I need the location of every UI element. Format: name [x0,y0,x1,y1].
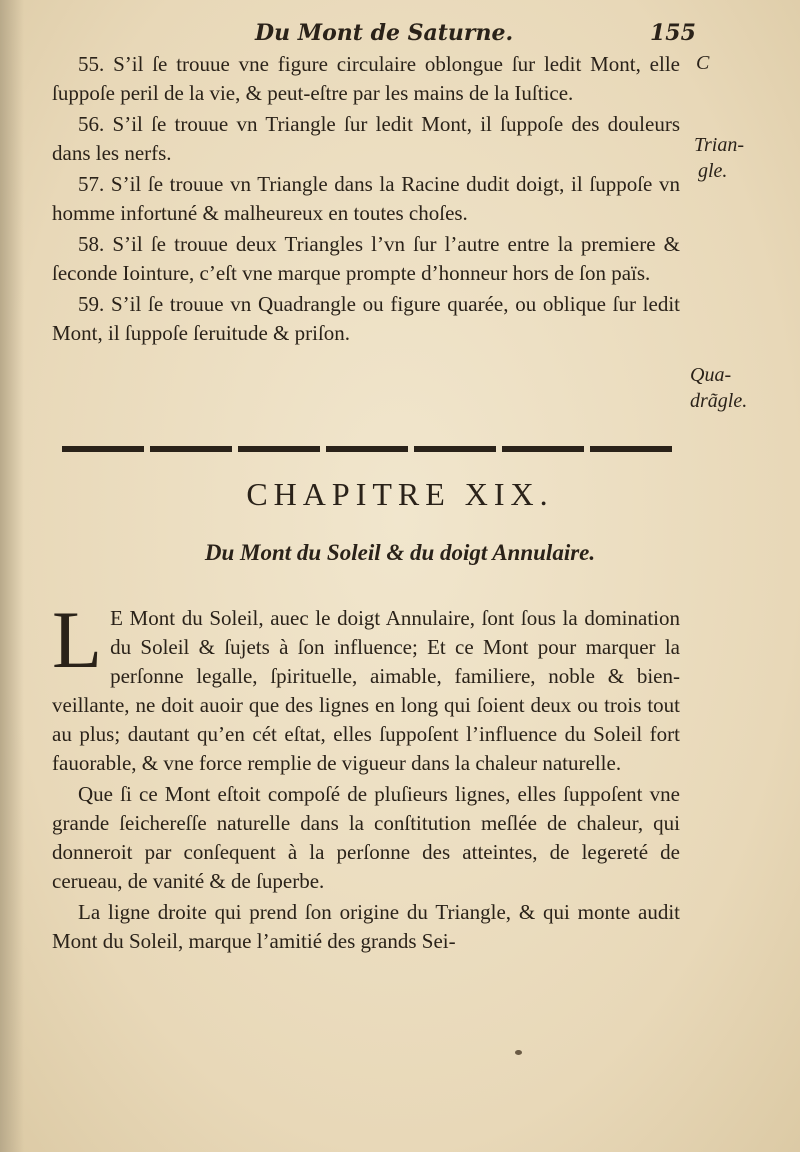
paragraph-58: 58. S’il ſe trouue deux Triangles l’vn ſur l’autre entre la premiere & ſeconde Iointure, c’eſt vne marque prompte d’honneur hors de ſon païs. [52,232,680,285]
running-title: Du Mont de Saturne. [255,20,514,46]
chapter-body [52,594,680,958]
page-number: 155 [650,20,696,46]
opening-paragraph-text: E Mont du Soleil, auec le doigt Annulaire, ſont ſous la domination du Soleil & ſujets à ſon influence; Et ce Mont pour marquer la perſonne legalle, ſpirituelle, aimable, familiere, noble & bien-veillante, ne doit auoir que des lignes en long qui ſoient deux ou trois tout au plus; dautant qu’en cét eſtat, elles ſuppoſent l’influence du Soleil fort fauorable, & vne force remplie de vigueur dans la chaleur naturelle. [52,606,680,775]
chapter-title: CHAPITRE XIX. [246,476,554,512]
ink-stain [515,1050,522,1055]
numbered-paragraphs [52,50,680,350]
drop-cap: L [52,594,103,685]
gutter-shadow [0,0,24,1152]
paragraph-56: 56. S’il ſe trouue vn Triangle ſur ledit Mont, il ſuppoſe des douleurs dans les nerfs. [52,112,680,165]
margin-note-triangle-line-1: Trian- [694,134,745,156]
opening-paragraph [52,594,680,778]
ornamental-rule [62,446,676,452]
paragraph-3: La ligne droite qui prend ſon origine du Triangle, & qui monte audit Mont du Soleil, marque l’amitié des grands Sei- [52,900,680,953]
paragraph-59: 59. S’il ſe trouue vn Quadrangle ou figure quarée, ou oblique ſur ledit Mont, il ſuppoſe ſeruitude & priſon. [52,292,680,345]
margin-note-quadrangle-line-2: drãgle. [690,390,748,412]
paragraph-55: 55. S’il ſe trouue vne figure circulaire oblongue ſur ledit Mont, elle ſuppoſe peril de la vie, & peut-eſtre par les mains de la Iuſtice. [52,52,680,105]
chapter-subtitle: Du Mont du Soleil & du doigt Annulaire. [204,540,596,565]
paragraph-2: Que ſi ce Mont eſtoit compoſé de pluſieurs lignes, elles ſuppoſent vne grande ſeichereſſe naturelle dans la conſtitution meſlée de chaleur, qui donneroit par conſequent à la perſonne des atteintes, de legereté de cerueau, de vanité & de ſuperbe. [52,782,680,893]
margin-note-quadrangle-line-1: Qua- [690,364,732,386]
margin-note-c: C [696,52,710,74]
paragraph-57: 57. S’il ſe trouue vn Triangle dans la Racine dudit doigt, il ſuppoſe vn homme infortuné & malheureux en toutes choſes. [52,172,680,225]
margin-note-triangle-line-2: gle. [698,160,728,182]
page-header [0,14,800,48]
